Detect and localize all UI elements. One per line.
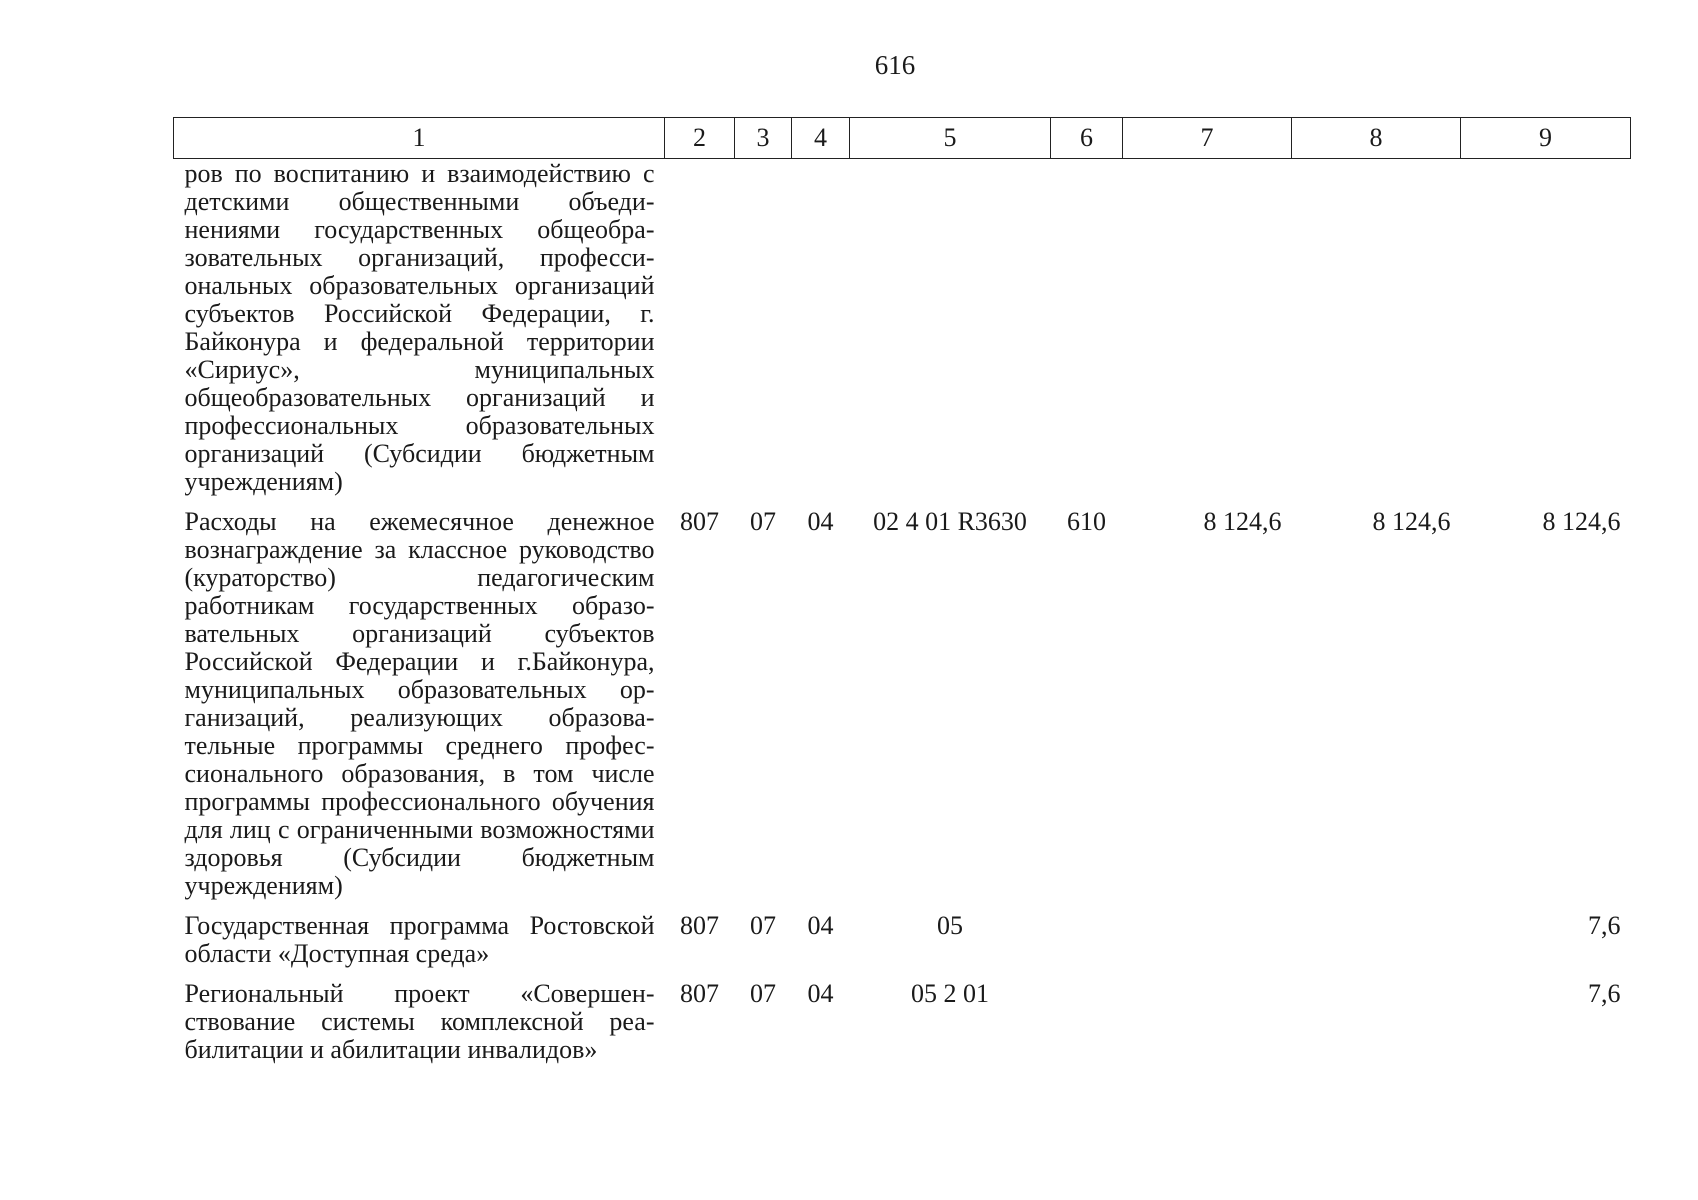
cell-section (735, 159, 792, 507)
cell-section: 07 (750, 979, 776, 1008)
cell-subsection: 04 (807, 979, 834, 1008)
cell-expense-type (1051, 978, 1123, 1074)
cell-ministry-code: 807 (680, 979, 719, 1008)
column-header-7: 7 (1123, 118, 1292, 159)
cell-expense-type (1051, 159, 1123, 507)
cell-subsection: 04 (807, 911, 834, 940)
row-description: Региональный проект «Совершенствование системы комплексной реабилитации и абилитации инвалидов» (184, 979, 655, 1064)
cell-ministry-code (665, 159, 735, 507)
cell-ministry-code: 807 (680, 911, 719, 940)
row-description: Государственная программа Ростовской области «Доступная среда» (184, 911, 655, 968)
cell-amount-year-2: 8 124,6 (1372, 507, 1451, 536)
cell-amount-year-3: 7,6 (1588, 979, 1621, 1008)
budget-table (173, 117, 1631, 1074)
cell-amount-year-3 (1461, 159, 1631, 507)
cell-amount-year-1: 8 124,6 (1203, 507, 1282, 536)
cell-amount-year-1 (1123, 910, 1292, 978)
cell-target-article: 02 4 01 R3630 (873, 507, 1027, 536)
cell-section: 07 (750, 911, 776, 940)
table-row (174, 978, 1631, 1074)
cell-expense-type (1051, 910, 1123, 978)
cell-subsection: 04 (807, 507, 834, 536)
column-header-5: 5 (850, 118, 1051, 159)
cell-amount-year-2 (1292, 978, 1461, 1074)
cell-ministry-code: 807 (680, 507, 719, 536)
cell-amount-year-2 (1292, 910, 1461, 978)
row-description: ров по воспитанию и взаимодействию с детскими общественными объединениями государственных общеобразовательных организаций, профессиональных образовательных организаций субъектов Российской Федерации, г. Байконура и федеральной территории «Сириус», муниципальных общеобразовательных организаций и профессиональных образовательных организаций (Субсидии бюджетным учреждениям) (184, 159, 655, 496)
table-row (174, 506, 1631, 910)
cell-amount-year-3: 7,6 (1588, 911, 1621, 940)
column-header-8: 8 (1292, 118, 1461, 159)
column-header-2: 2 (665, 118, 735, 159)
cell-subsection (792, 159, 850, 507)
cell-section: 07 (750, 507, 776, 536)
table-row (174, 159, 1631, 507)
table-row (174, 910, 1631, 978)
cell-target-article: 05 2 01 (911, 979, 989, 1008)
cell-target-article: 05 (937, 911, 963, 940)
cell-amount-year-2 (1292, 159, 1461, 507)
column-header-1: 1 (174, 118, 665, 159)
column-header-9: 9 (1461, 118, 1631, 159)
column-header-6: 6 (1051, 118, 1123, 159)
row-description: Расходы на ежемесячное денежное вознаграждение за классное руководство (кураторство) педагогическим работникам государственных образовательных организаций субъектов Российской Федерации и г.Байконура, муниципальных образовательных организаций, реализующих образовательные программы среднего профессионального образования, в том числе программы профессионального обучения для лиц с ограниченными возможностями здоровья (Субсидии бюджетным учреждениям) (184, 507, 655, 900)
cell-expense-type: 610 (1067, 507, 1106, 536)
column-header-3: 3 (735, 118, 792, 159)
page-number: 616 (874, 50, 916, 80)
header-row (174, 118, 1631, 159)
cell-amount-year-1 (1123, 978, 1292, 1074)
cell-target-article (850, 159, 1051, 507)
cell-amount-year-1 (1123, 159, 1292, 507)
cell-amount-year-3: 8 124,6 (1542, 507, 1621, 536)
column-header-4: 4 (792, 118, 850, 159)
